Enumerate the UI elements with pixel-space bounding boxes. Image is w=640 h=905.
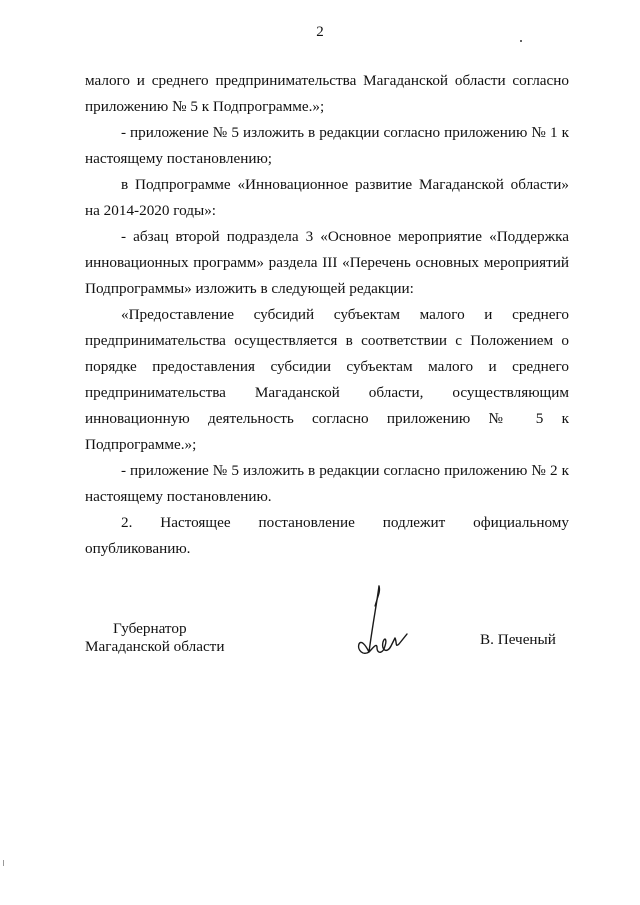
paragraph-6: - приложение № 5 изложить в редакции согласно приложению № 2 к настоящему постановлению.	[85, 462, 569, 505]
signatory-name: В. Печеный	[480, 631, 556, 648]
scan-dot	[520, 40, 522, 42]
paragraph-5: «Предоставление субсидий субъектам малого и среднего предпринимательства осуществляется в соответствии с Положением о порядке предоставления субсидии субъектам малого и среднего предпринимательства Магаданской области, осуществляющим инновационную деятельность согласно приложению № 5 к Подпрограмме.»;	[85, 306, 569, 453]
paragraph-4: - абзац второй подраздела 3 «Основное мероприятие «Поддержка инновационных программ» раздела III «Перечень основных мероприятий Подпрограммы» изложить в следующей редакции:	[85, 228, 569, 297]
scan-edge-mark	[3, 860, 4, 866]
page-number: 2	[316, 24, 324, 40]
paragraph-2: - приложение № 5 изложить в редакции согласно приложению № 1 к настоящему постановлению;	[85, 124, 569, 167]
document-body	[85, 68, 569, 562]
position-line-1: Губернатор	[113, 620, 187, 637]
position-line-2: Магаданской области	[85, 638, 225, 655]
paragraph-7: 2. Настоящее постановление подлежит официальному опубликованию.	[85, 514, 569, 557]
paragraph-3: в Подпрограмме «Инновационное развитие Магаданской области» на 2014-2020 годы»:	[85, 176, 569, 219]
signatory-position	[85, 620, 224, 656]
paragraph-1: малого и среднего предпринимательства Магаданской области согласно приложению № 5 к Подпрограмме.»;	[85, 72, 569, 115]
handwritten-signature	[355, 582, 415, 667]
